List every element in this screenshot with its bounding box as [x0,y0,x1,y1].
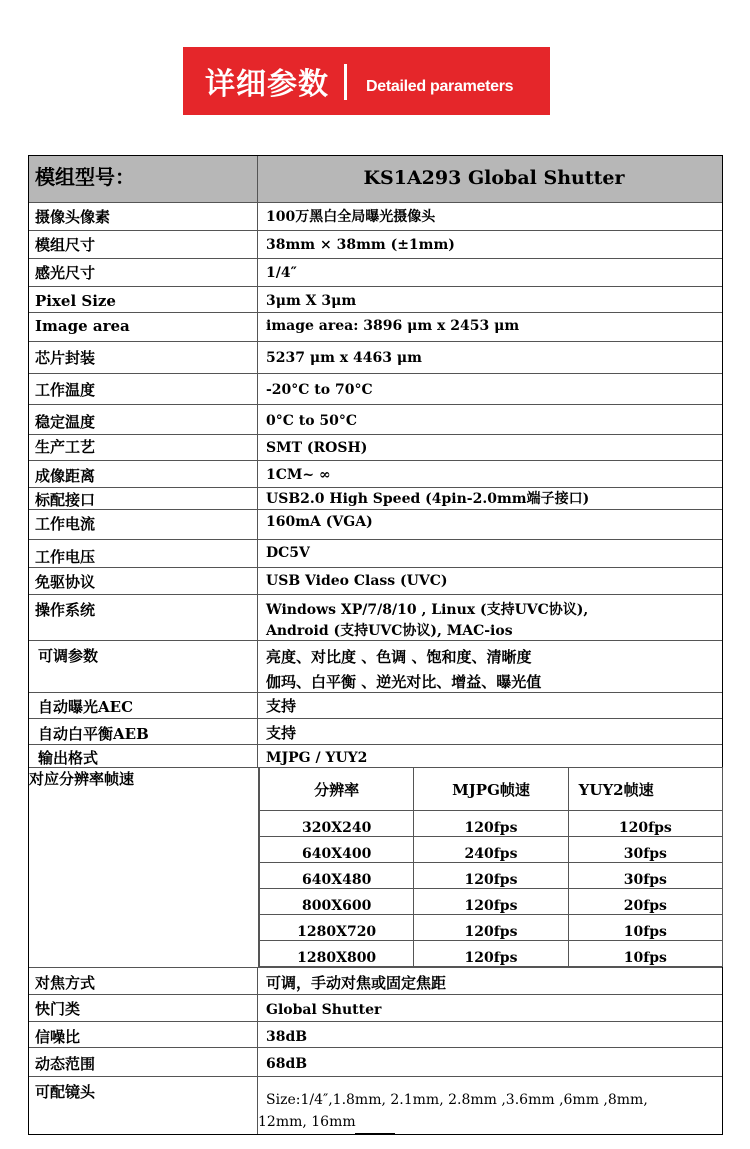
row-label: 对焦方式 [29,968,258,994]
table-row [29,1048,722,1077]
row-value: MJPG / YUY2 [266,750,368,766]
table-row [260,889,723,915]
row-value: 1CM~ ∞ [266,467,331,483]
fps-resolution: 320X240 [260,811,414,837]
fps-resolution: 800X600 [260,889,414,915]
row-label: 芯片封装 [29,342,258,373]
fps-resolution: 1280X720 [260,915,414,941]
model-value: KS1A293 Global Shutter [363,167,625,189]
section-banner [183,47,550,115]
fps-resolution: 1280X800 [260,941,414,967]
row-label: 可配镜头 [29,1077,258,1134]
table-row [29,968,722,995]
row-value: 1/4″ [266,265,297,281]
lens-line-2: 12mm, 16mm [258,1114,356,1130]
row-value: 5237 μm x 4463 μm [266,350,422,366]
row-label: 操作系统 [29,595,258,640]
table-row [29,488,722,510]
table-row [29,435,722,461]
row-value: USB2.0 High Speed (4pin-2.0mm端子接口) [266,491,590,507]
fps-yuy2: 10fps [568,915,722,941]
fps-header-resolution: 分辨率 [260,768,414,811]
table-row [29,568,722,595]
os-row [29,595,722,641]
table-row [29,995,722,1022]
params-row [29,641,722,693]
row-value: 支持 [266,724,297,742]
table-row [29,231,722,259]
fps-mjpg: 120fps [414,811,568,837]
table-row [29,203,722,231]
row-value [258,1077,722,1134]
fps-subtable [258,767,723,967]
fps-yuy2: 10fps [568,941,722,967]
row-label: 快门类 [29,995,258,1021]
row-value: 3μm X 3μm [266,293,357,309]
row-label: 生产工艺 [29,435,258,460]
row-value: DC5V [266,545,310,561]
lens-line-1: Size:1/4″,1.8mm, 2.1mm, 2.8mm ,3.6mm ,6mm ,8mm, [266,1092,648,1108]
fps-yuy2: 120fps [568,811,722,837]
fps-yuy2: 20fps [568,889,722,915]
parameters-table [28,155,723,1135]
fps-yuy2: 30fps [568,863,722,889]
fps-mjpg: 120fps [414,863,568,889]
row-value [258,641,722,692]
row-label: 对应分辨率帧速 [29,770,135,788]
row-label: 可调参数 [29,641,258,692]
table-row [29,461,722,488]
fps-yuy2: 30fps [568,837,722,863]
row-label: 输出格式 [29,745,258,767]
row-label: 免驱协议 [29,568,258,594]
row-value [258,595,722,640]
banner-title-cn: 详细参数 [205,67,329,102]
fps-mjpg: 120fps [414,941,568,967]
row-value: 可调，手动对焦或固定焦距 [266,974,447,992]
table-row [29,719,722,745]
table-row [29,693,722,719]
params-line-1: 亮度、对比度 、色调 、饱和度、清晰度 [266,648,532,666]
table-row [29,540,722,568]
table-row [29,510,722,540]
row-label: 工作电流 [29,510,258,539]
fps-mjpg: 120fps [414,889,568,915]
os-line-1: Windows XP/7/8/10 , Linux (支持UVC协议), [266,602,589,618]
row-label: 工作温度 [29,374,258,404]
model-label: 模组型号： [29,156,258,202]
model-header-row [29,156,722,203]
row-label: 信噪比 [29,1022,258,1047]
fps-header-yuy2: YUY2帧速 [568,768,722,811]
row-value: 68dB [266,1056,308,1072]
row-value: 38dB [266,1029,308,1045]
table-row [260,811,723,837]
row-label: 模组尺寸 [29,231,258,258]
table-row [29,1022,722,1048]
row-label: Pixel Size [29,287,258,312]
row-label: 工作电压 [29,540,258,567]
table-row [29,287,722,313]
row-label: 自动曝光AEC [29,693,258,718]
row-label: Image area [29,313,258,341]
row-value: USB Video Class (UVC) [266,573,448,589]
table-row [29,374,722,405]
lens-row [29,1077,722,1134]
row-value: image area: 3896 μm x 2453 μm [266,318,520,334]
row-label: 成像距离 [29,461,258,487]
table-row [29,405,722,435]
row-label: 感光尺寸 [29,259,258,286]
row-value: Global Shutter [266,1002,382,1018]
fps-resolution: 640X480 [260,863,414,889]
fps-resolution: 640X400 [260,837,414,863]
row-value: 100万黑白全局曝光摄像头 [266,209,436,225]
row-value: 0°C to 50°C [266,413,358,429]
row-label: 动态范围 [29,1048,258,1076]
row-value: 160mA (VGA) [266,514,373,530]
row-label: 标配接口 [29,488,258,509]
params-line-2: 伽玛、白平衡 、逆光对比、增益、曝光值 [266,673,542,691]
banner-title-en: Detailed parameters [366,78,514,95]
row-label: 稳定温度 [29,405,258,434]
row-value: 支持 [266,697,297,715]
row-label: 自动白平衡AEB [29,719,258,744]
bottom-underline [355,1133,395,1135]
table-row [29,342,722,374]
row-value: -20°C to 70°C [266,382,373,398]
fps-mjpg: 120fps [414,915,568,941]
fps-mjpg: 240fps [414,837,568,863]
table-row [29,313,722,342]
row-value: 38mm × 38mm (±1mm) [266,237,455,253]
table-row [260,941,723,967]
table-row [29,745,722,768]
row-value: SMT (ROSH) [266,440,368,456]
table-row [260,863,723,889]
banner-divider [344,64,347,100]
row-label: 摄像头像素 [29,203,258,230]
table-row [260,837,723,863]
os-line-2: Android (支持UVC协议), MAC-ios [266,623,513,639]
table-row [260,915,723,941]
table-row [29,259,722,287]
fps-header-mjpg: MJPG帧速 [414,768,568,811]
